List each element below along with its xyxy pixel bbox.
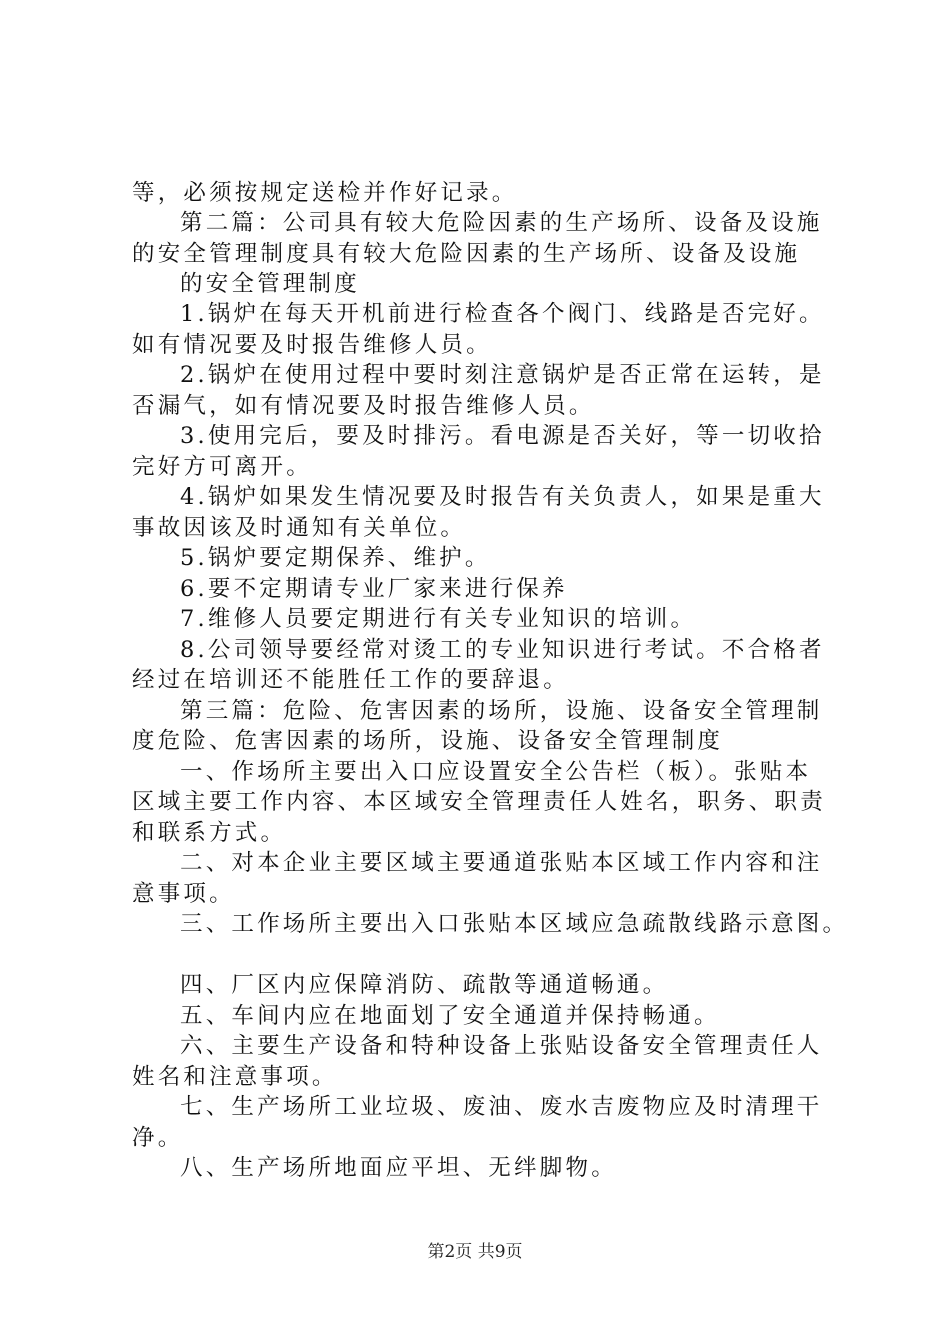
text-line: 完好方可离开。 xyxy=(132,454,312,480)
section-heading-line: 第二篇：公司具有较大危险因素的生产场所、设备及设施 xyxy=(180,210,823,236)
text-line: 一、作场所主要出入口应设置安全公告栏（板）。张贴本 xyxy=(180,759,812,785)
text-line: 事故因该及时通知有关单位。 xyxy=(132,515,467,541)
text-line: 六、主要生产设备和特种设备上张贴设备安全管理责任人 xyxy=(180,1033,823,1059)
text-line: 四、厂区内应保障消防、疏散等通道畅通。 xyxy=(180,972,669,998)
text-line: 如有情况要及时报告维修人员。 xyxy=(132,332,492,358)
text-line: 4.锅炉如果发生情况要及时报告有关负责人，如果是重大 xyxy=(180,484,825,510)
text-line: 五、车间内应在地面划了安全通道并保持畅通。 xyxy=(180,1003,720,1029)
section-heading-line: 第三篇：危险、危害因素的场所，设施、设备安全管理制 xyxy=(180,698,823,724)
text-line: 否漏气，如有情况要及时报告维修人员。 xyxy=(132,393,595,419)
text-line: 8.公司领导要经常对烫工的专业知识进行考试。不合格者 xyxy=(180,637,825,663)
text-line: 意事项。 xyxy=(132,881,235,907)
section-heading-line: 的安全管理制度 xyxy=(180,271,360,297)
page-number-footer: 第2页 共9页 xyxy=(427,1242,523,1262)
text-line: 等，必须按规定送检并作好记录。 xyxy=(132,180,518,206)
text-line: 七、生产场所工业垃圾、废油、废水吉废物应及时清理干 xyxy=(180,1094,823,1120)
text-line: 二、对本企业主要区域主要通道张贴本区域工作内容和注 xyxy=(180,850,823,876)
section-heading-line: 的安全管理制度具有较大危险因素的生产场所、设备及设施 xyxy=(132,241,801,267)
text-line: 5.锅炉要定期保养、维护。 xyxy=(180,545,491,571)
text-line: 7.维修人员要定期进行有关专业知识的培训。 xyxy=(180,606,697,632)
text-line: 三、工作场所主要出入口张贴本区域应急疏散线路示意图。 xyxy=(180,911,849,937)
text-line: 和联系方式。 xyxy=(132,820,287,846)
text-line: 3.使用完后，要及时排污。看电源是否关好，等一切收拾 xyxy=(180,423,825,449)
text-line: 八、生产场所地面应平坦、无绊脚物。 xyxy=(180,1155,617,1181)
text-line: 经过在培训还不能胜任工作的要辞退。 xyxy=(132,667,569,693)
text-line: 1.锅炉在每天开机前进行检查各个阀门、线路是否完好。 xyxy=(180,301,825,327)
section-heading-line: 度危险、危害因素的场所，设施、设备安全管理制度 xyxy=(132,728,724,754)
text-line: 区域主要工作内容、本区域安全管理责任人姓名，职务、职责 xyxy=(132,789,826,815)
text-line: 6.要不定期请专业厂家来进行保养 xyxy=(180,576,568,602)
text-line: 净。 xyxy=(132,1125,184,1151)
text-line: 姓名和注意事项。 xyxy=(132,1064,338,1090)
text-line: 2.锅炉在使用过程中要时刻注意锅炉是否正常在运转，是 xyxy=(180,362,825,388)
